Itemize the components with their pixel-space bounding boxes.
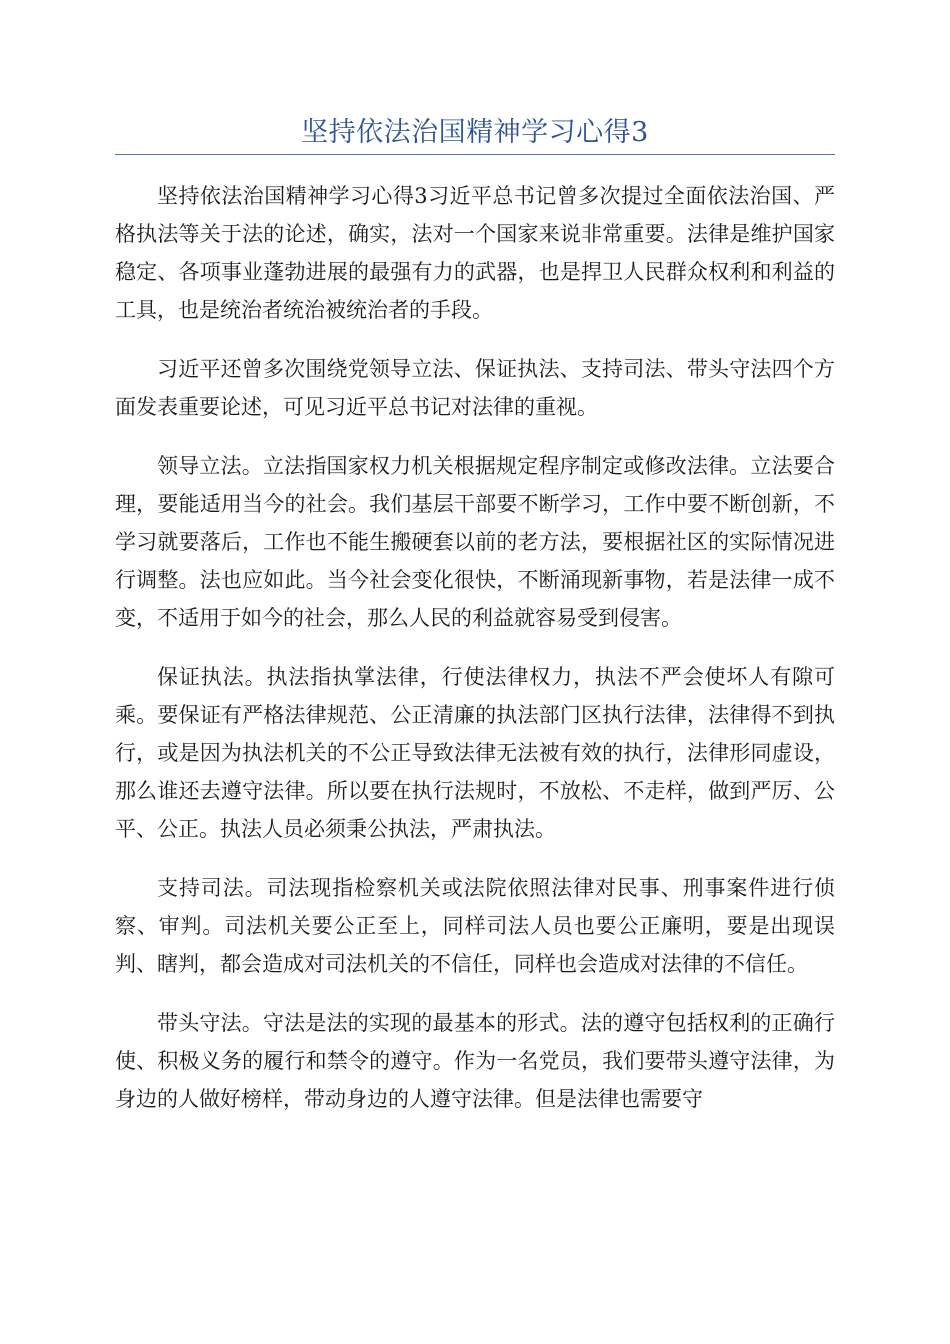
title-underline: [115, 154, 835, 155]
paragraph-abide-law: 带头守法。守法是法的实现的最基本的形式。法的遵守包括权利的正确行使、积极义务的履行和禁令的遵守。作为一名党员，我们要带头遵守法律，为身边的人做好榜样，带动身边的人遵守法律。但是法律也需要守: [115, 1011, 835, 1111]
paragraph-support-judiciary: 支持司法。司法现指检察机关或法院依照法律对民事、刑事案件进行侦察、审判。司法机关要公正至上，同样司法人员也要公正廉明，要是出现误判、瞎判，都会造成对司法机关的不信任，同样也会造成对法律的不信任。: [115, 876, 835, 976]
paragraph-lead-legislation: 领导立法。立法指国家权力机关根据规定程序制定或修改法律。立法要合理，要能适用当今的社会。我们基层干部要不断学习，工作中要不断创新，不学习就要落后，工作也不能生搬硬套以前的老方法，要根据社区的实际情况进行调整。法也应如此。当今社会变化很快，不断涌现新事物，若是法律一成不变，不适用于如今的社会，那么人民的利益就容易受到侵害。: [115, 454, 835, 630]
document-title: 坚持依法治国精神学习心得3: [301, 117, 649, 148]
paragraph-four-aspects: 习近平还曾多次围绕党领导立法、保证执法、支持司法、带头守法四个方面发表重要论述，可见习近平总书记对法律的重视。: [115, 357, 835, 419]
paragraph-ensure-enforcement: 保证执法。执法指执掌法律，行使法律权力，执法不严会使坏人有隙可乘。要保证有严格法律规范、公正清廉的执法部门区执行法律，法律得不到执行，或是因为执法机关的不公正导致法律无法被有效的执行，法律形同虚设，那么谁还去遵守法律。所以要在执行法规时，不放松、不走样，做到严厉、公平、公正。执法人员必须秉公执法，严肃执法。: [115, 665, 835, 841]
paragraph-intro: 坚持依法治国精神学习心得3习近平总书记曾多次提过全面依法治国、严格执法等关于法的论述，确实，法对一个国家来说非常重要。法律是维护国家稳定、各项事业蓬勃进展的最强有力的武器，也是捍卫人民群众权利和利益的工具，也是统治者统治被统治者的手段。: [115, 184, 835, 322]
document-body: [115, 177, 835, 1139]
